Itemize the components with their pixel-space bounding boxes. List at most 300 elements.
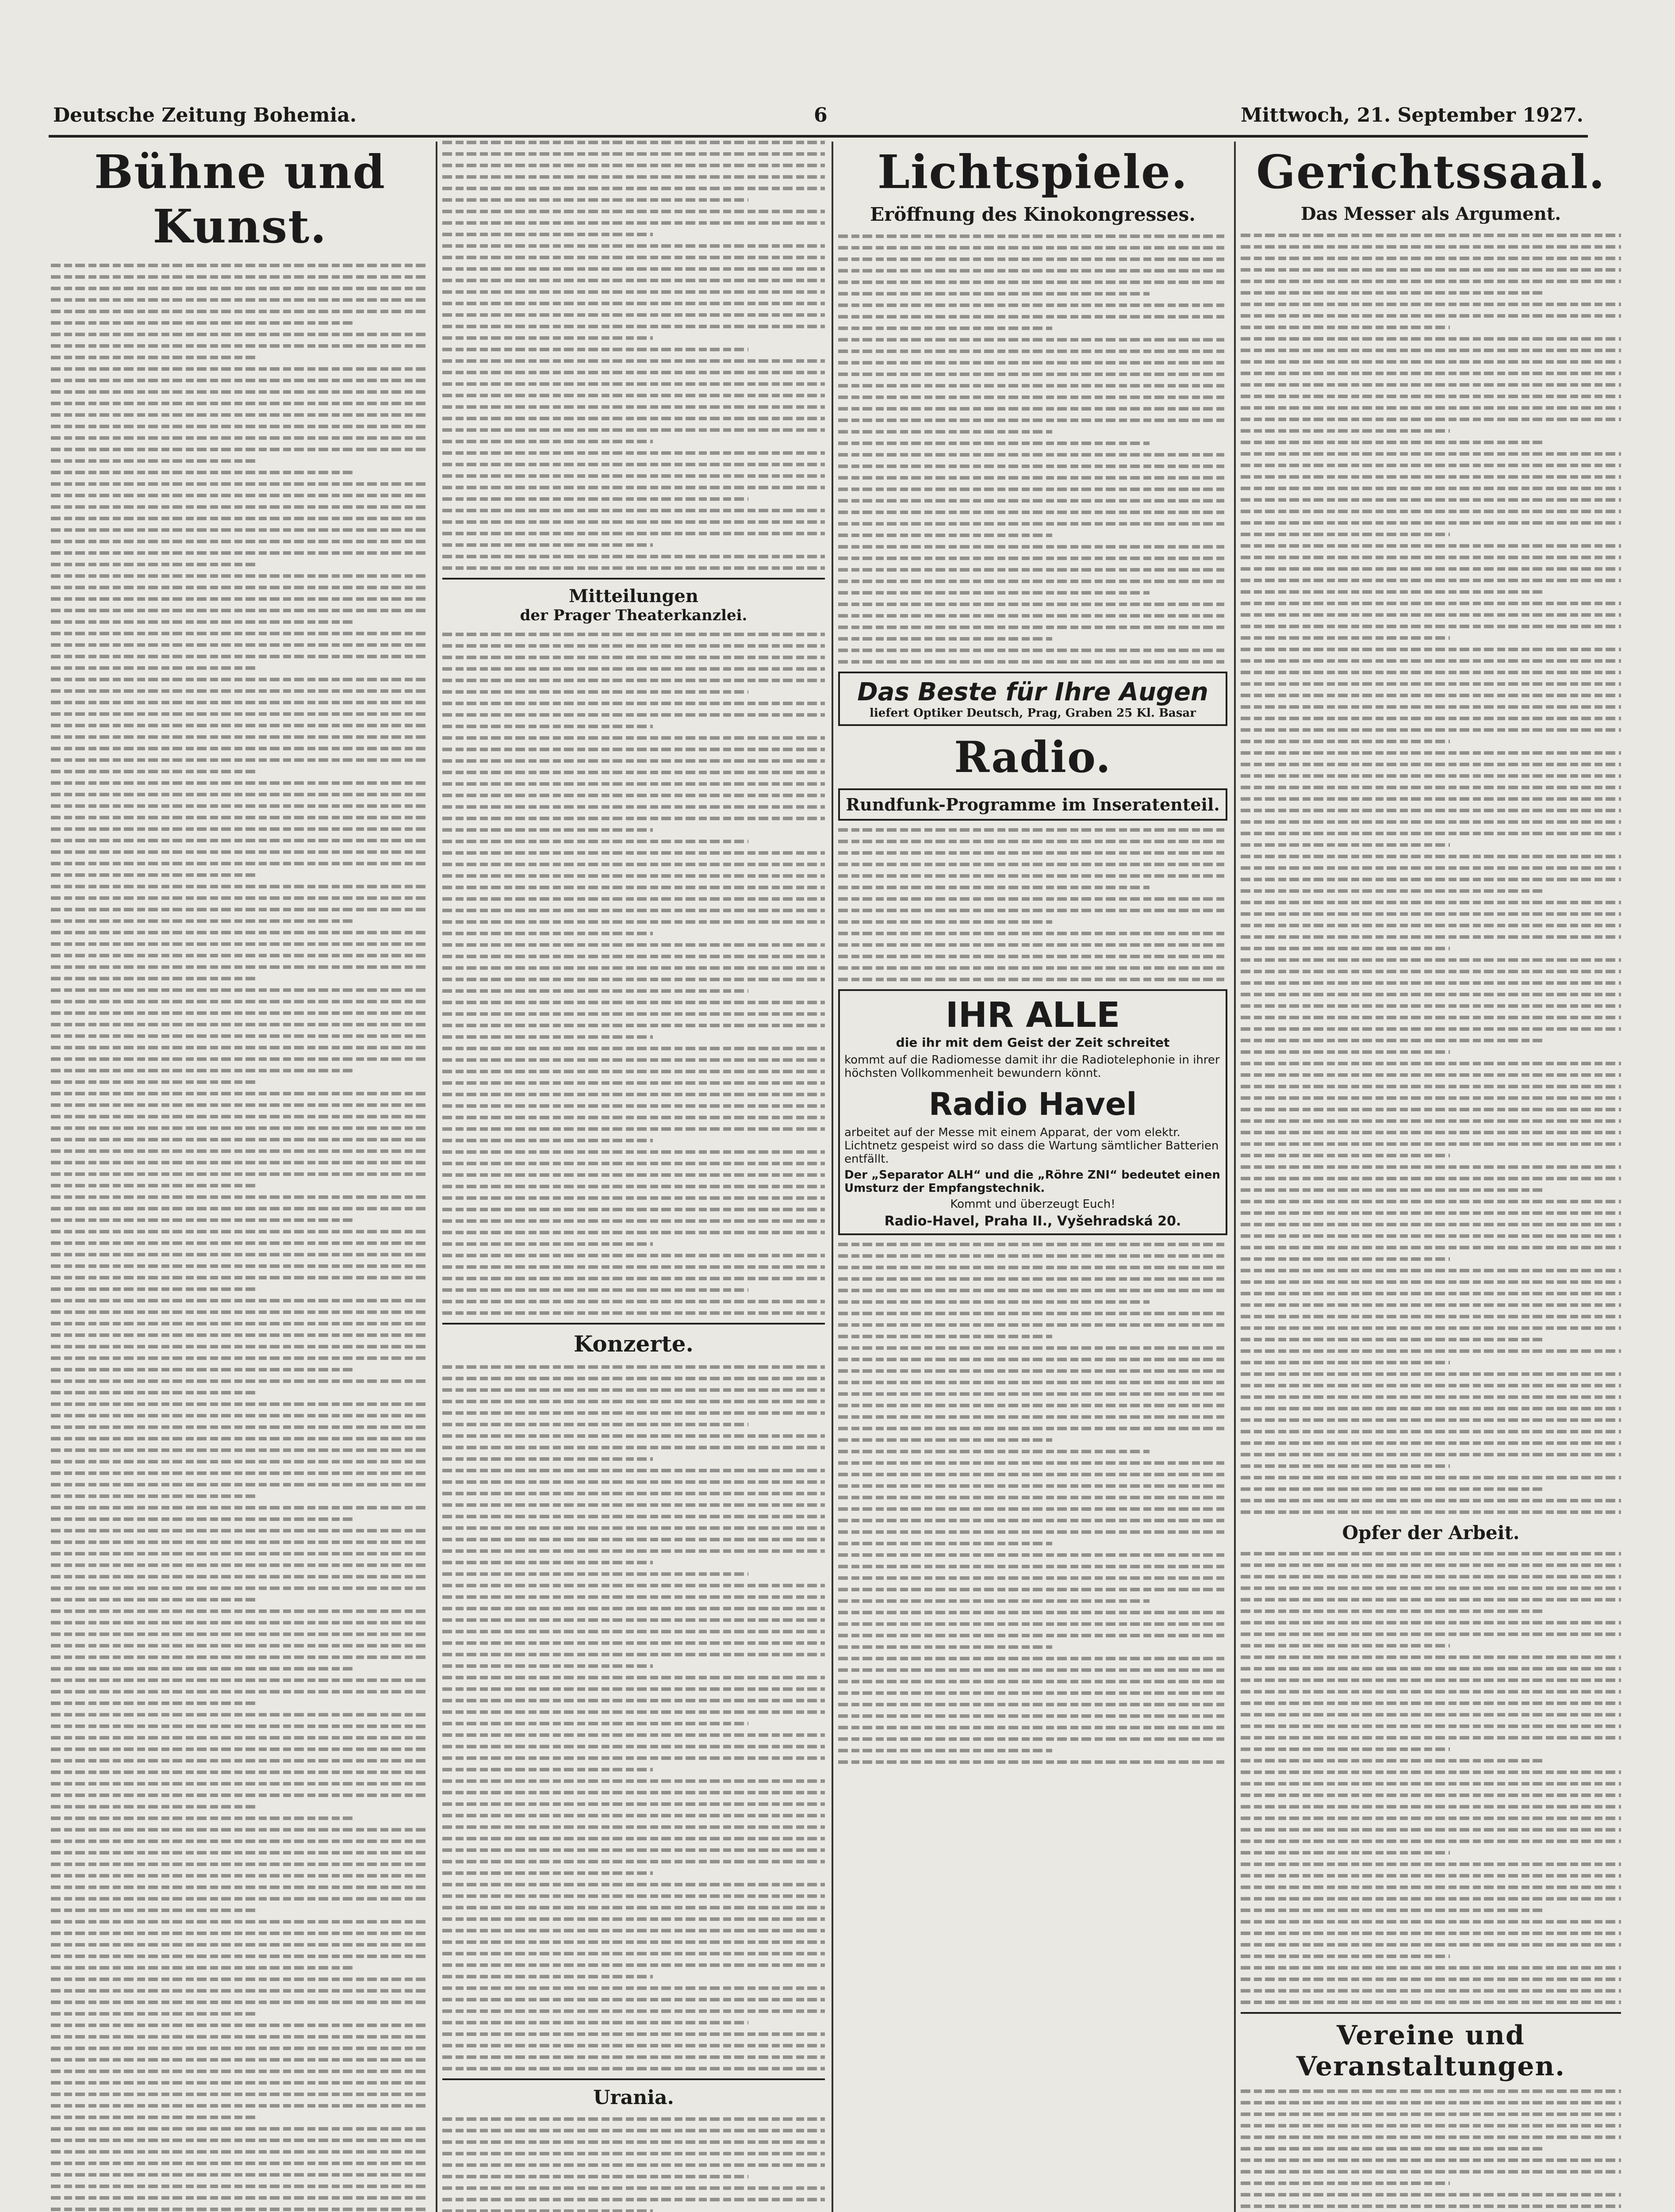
text-line bbox=[51, 1632, 429, 1636]
text-line bbox=[1241, 1920, 1621, 1924]
text-line bbox=[442, 256, 825, 259]
text-line bbox=[838, 1450, 1150, 1453]
text-line bbox=[1241, 406, 1621, 410]
text-line bbox=[442, 267, 825, 271]
text-line bbox=[1241, 1989, 1621, 1993]
section-heading-lichtspiele: Lichtspiele. bbox=[877, 145, 1188, 199]
text-line bbox=[442, 1104, 825, 1108]
section-heading-urania: Urania. bbox=[593, 2086, 674, 2109]
text-line bbox=[1241, 1828, 1621, 1832]
text-line bbox=[1241, 1839, 1621, 1843]
text-line bbox=[1241, 360, 1621, 364]
text-line bbox=[838, 568, 1227, 572]
text-line bbox=[442, 1825, 825, 1829]
text-line bbox=[442, 1848, 825, 1852]
text-line bbox=[1241, 1050, 1450, 1054]
text-line bbox=[1241, 1407, 1621, 1410]
text-line bbox=[1241, 1586, 1621, 1590]
text-line bbox=[838, 966, 1227, 970]
text-line bbox=[838, 660, 1227, 664]
text-line bbox=[51, 666, 259, 670]
text-line bbox=[442, 1024, 825, 1027]
text-line bbox=[1241, 1598, 1621, 1601]
text-line bbox=[51, 333, 429, 336]
text-line bbox=[1241, 843, 1450, 847]
text-line bbox=[442, 1687, 825, 1691]
text-line bbox=[51, 1851, 429, 1855]
text-line bbox=[442, 874, 825, 878]
text-line bbox=[51, 1863, 429, 1866]
text-line bbox=[51, 1414, 429, 1417]
text-line bbox=[442, 336, 653, 340]
text-line bbox=[838, 614, 1227, 618]
text-line bbox=[51, 1448, 429, 1452]
article-text-block bbox=[1241, 1551, 1621, 2004]
text-line bbox=[442, 1837, 825, 1840]
text-line bbox=[1241, 947, 1450, 950]
text-line bbox=[51, 1909, 259, 1912]
text-line bbox=[51, 1886, 429, 1889]
text-line bbox=[442, 886, 825, 889]
ad-title: Das Beste für Ihre Augen bbox=[857, 678, 1208, 707]
text-line bbox=[1241, 1338, 1545, 1341]
text-line bbox=[442, 955, 825, 958]
text-line bbox=[838, 246, 1227, 250]
text-line bbox=[442, 1423, 748, 1426]
text-line bbox=[1241, 2135, 1621, 2139]
text-line bbox=[51, 1023, 429, 1026]
text-line bbox=[51, 919, 353, 923]
text-line bbox=[442, 1311, 825, 1315]
text-line bbox=[51, 482, 429, 486]
text-line bbox=[1241, 659, 1621, 663]
text-line bbox=[838, 874, 1227, 878]
text-line bbox=[442, 1526, 825, 1530]
text-line bbox=[51, 862, 429, 865]
text-line bbox=[1241, 993, 1621, 996]
text-line bbox=[1241, 751, 1621, 755]
text-line bbox=[51, 1943, 429, 1947]
text-line bbox=[51, 390, 429, 394]
text-line bbox=[51, 1828, 429, 1832]
text-line bbox=[838, 1369, 1227, 1373]
text-line bbox=[51, 1874, 429, 1878]
text-line bbox=[51, 1299, 429, 1302]
text-line bbox=[442, 1480, 825, 1484]
text-line bbox=[1241, 475, 1621, 479]
text-line bbox=[442, 690, 748, 694]
text-line bbox=[51, 310, 429, 313]
text-line bbox=[51, 321, 353, 325]
text-line bbox=[51, 1402, 429, 1406]
text-line bbox=[1241, 1085, 1621, 1088]
text-line bbox=[442, 1093, 825, 1096]
text-line bbox=[442, 221, 825, 225]
text-line bbox=[1241, 1978, 1621, 1981]
text-line bbox=[51, 1069, 353, 1072]
text-line bbox=[1241, 1223, 1621, 1226]
text-line bbox=[442, 2044, 825, 2047]
text-line bbox=[442, 279, 825, 282]
text-line bbox=[51, 804, 429, 808]
text-line bbox=[442, 359, 825, 363]
text-line bbox=[442, 656, 825, 659]
text-line bbox=[1241, 1131, 1621, 1134]
text-line bbox=[51, 1287, 259, 1291]
section-heading-buehne: Bühne und Kunst. bbox=[94, 145, 386, 253]
text-line bbox=[1241, 1499, 1621, 1502]
text-line bbox=[51, 505, 429, 509]
text-line bbox=[51, 1138, 429, 1141]
text-line bbox=[442, 141, 825, 144]
text-line bbox=[838, 649, 1227, 652]
text-line bbox=[1241, 740, 1450, 743]
text-line bbox=[51, 1494, 259, 1498]
text-line bbox=[1241, 1073, 1621, 1077]
text-line bbox=[442, 863, 825, 866]
column-divider bbox=[832, 142, 833, 2212]
text-line bbox=[51, 1667, 353, 1671]
text-line bbox=[51, 1115, 429, 1118]
text-line bbox=[838, 534, 1052, 537]
text-line bbox=[1241, 567, 1621, 571]
text-line bbox=[442, 428, 825, 432]
text-line bbox=[51, 1333, 429, 1337]
text-line bbox=[51, 275, 429, 279]
text-line bbox=[51, 1805, 259, 1809]
text-line bbox=[442, 543, 653, 547]
text-line bbox=[442, 1219, 825, 1223]
section-rule bbox=[1241, 2012, 1621, 2014]
text-line bbox=[838, 1542, 1052, 1545]
text-line bbox=[1241, 1303, 1621, 1307]
text-line bbox=[1241, 1096, 1621, 1100]
text-line bbox=[1241, 1211, 1621, 1215]
text-line bbox=[51, 2162, 429, 2165]
text-line bbox=[1241, 1782, 1621, 1786]
text-line bbox=[51, 1655, 429, 1659]
text-line bbox=[442, 1300, 825, 1303]
text-line bbox=[51, 1644, 429, 1647]
text-line bbox=[838, 465, 1227, 468]
section-subheading-messer: Das Messer als Argument. bbox=[1300, 204, 1561, 224]
text-line bbox=[51, 1793, 429, 1797]
section-subheading-theaterkanzlei: der Prager Theaterkanzlei. bbox=[520, 607, 747, 624]
text-line bbox=[1241, 349, 1621, 352]
text-line bbox=[51, 2093, 429, 2096]
text-line bbox=[442, 382, 825, 386]
text-line bbox=[51, 1195, 429, 1199]
text-line bbox=[442, 817, 825, 820]
text-line bbox=[442, 1584, 825, 1587]
text-line bbox=[51, 1000, 429, 1003]
text-line bbox=[51, 793, 429, 796]
text-line bbox=[442, 1641, 825, 1645]
text-line bbox=[838, 1588, 1227, 1591]
text-line bbox=[442, 1745, 825, 1748]
text-line bbox=[838, 257, 1227, 261]
text-line bbox=[442, 2055, 825, 2059]
text-line bbox=[1241, 1724, 1621, 1728]
text-line bbox=[51, 965, 429, 969]
text-line bbox=[1241, 889, 1545, 893]
text-line bbox=[51, 1356, 429, 1360]
text-line bbox=[838, 1726, 1227, 1729]
text-line bbox=[442, 1047, 825, 1050]
text-line bbox=[51, 1207, 429, 1210]
text-line bbox=[838, 419, 1227, 422]
text-line bbox=[51, 2035, 429, 2039]
text-line bbox=[51, 1034, 429, 1038]
text-line bbox=[838, 476, 1227, 480]
text-line bbox=[51, 1230, 429, 1233]
text-line bbox=[838, 851, 1227, 855]
text-line bbox=[838, 315, 1227, 319]
issue-date: Mittwoch, 21. September 1927. bbox=[1240, 104, 1583, 127]
text-line bbox=[51, 1747, 429, 1751]
text-line bbox=[51, 1736, 429, 1740]
text-line bbox=[1241, 1269, 1621, 1272]
text-line bbox=[51, 551, 429, 555]
ad-line: die ihr mit dem Geist der Zeit schreitet bbox=[896, 1035, 1170, 1050]
text-line bbox=[838, 430, 1052, 434]
text-line bbox=[51, 1310, 429, 1314]
ad-line: liefert Optiker Deutsch, Prag, Graben 25 Kl. Basar bbox=[870, 707, 1196, 720]
text-line bbox=[51, 1955, 429, 1958]
text-line bbox=[442, 1664, 653, 1668]
text-line bbox=[442, 325, 825, 328]
text-line bbox=[51, 2127, 429, 2131]
text-line bbox=[1241, 1234, 1621, 1238]
text-line bbox=[51, 402, 429, 405]
text-line bbox=[51, 1241, 429, 1245]
text-line bbox=[442, 932, 653, 935]
text-line bbox=[838, 1645, 1052, 1649]
text-line bbox=[442, 1549, 825, 1553]
text-line bbox=[51, 1379, 429, 1383]
text-line bbox=[1241, 1932, 1621, 1935]
text-line bbox=[442, 1081, 825, 1085]
text-line bbox=[51, 988, 429, 992]
text-line bbox=[442, 1572, 748, 1576]
text-line bbox=[1241, 1257, 1450, 1261]
text-line bbox=[1241, 1736, 1621, 1740]
text-line bbox=[442, 1411, 825, 1415]
text-line bbox=[51, 632, 429, 635]
text-line bbox=[51, 586, 429, 589]
text-line bbox=[51, 1816, 353, 1820]
text-line bbox=[442, 1561, 653, 1564]
text-line bbox=[51, 609, 429, 612]
text-line bbox=[838, 932, 1227, 935]
text-line bbox=[51, 540, 429, 543]
text-line bbox=[1241, 1943, 1621, 1947]
text-line bbox=[442, 210, 825, 213]
text-line bbox=[442, 851, 825, 855]
text-line bbox=[442, 1538, 825, 1541]
text-line bbox=[1241, 1154, 1450, 1157]
text-line bbox=[838, 828, 1227, 832]
text-line bbox=[838, 1749, 1052, 1752]
text-line bbox=[51, 1149, 429, 1153]
article-text-block bbox=[838, 1241, 1227, 1764]
text-line bbox=[1241, 510, 1621, 513]
text-line bbox=[442, 1469, 825, 1472]
text-line bbox=[442, 1277, 825, 1280]
text-line bbox=[442, 966, 825, 970]
text-line bbox=[442, 440, 653, 443]
text-line bbox=[442, 1768, 653, 1771]
text-line bbox=[51, 1322, 429, 1325]
text-line bbox=[838, 1714, 1227, 1718]
text-line bbox=[1241, 636, 1450, 640]
text-line bbox=[51, 1345, 429, 1348]
text-line bbox=[51, 643, 429, 647]
text-line bbox=[442, 840, 748, 843]
text-line bbox=[1241, 452, 1621, 456]
text-line bbox=[51, 1172, 429, 1176]
text-line bbox=[1241, 901, 1621, 904]
text-line bbox=[1241, 337, 1621, 341]
text-line bbox=[51, 597, 429, 601]
text-line bbox=[442, 1986, 825, 1990]
text-line bbox=[1241, 326, 1450, 329]
page-number: 6 bbox=[814, 104, 828, 127]
text-line bbox=[51, 1460, 429, 1463]
ad-title: IHR ALLE bbox=[945, 995, 1120, 1035]
text-line bbox=[838, 1611, 1227, 1614]
text-line bbox=[1241, 2193, 1621, 2197]
text-line bbox=[442, 1618, 825, 1622]
text-line bbox=[442, 909, 825, 912]
text-line bbox=[1241, 970, 1621, 973]
text-line bbox=[51, 816, 429, 819]
text-line bbox=[51, 977, 259, 980]
text-line bbox=[51, 1920, 429, 1924]
text-line bbox=[838, 1358, 1227, 1361]
text-line bbox=[51, 1506, 429, 1509]
text-line bbox=[442, 555, 825, 558]
text-line bbox=[838, 920, 1052, 924]
text-line bbox=[838, 863, 1227, 866]
text-line bbox=[51, 954, 429, 957]
text-line bbox=[1241, 763, 1621, 766]
text-line bbox=[1241, 1667, 1621, 1671]
text-line bbox=[838, 1254, 1227, 1258]
text-line bbox=[51, 1057, 429, 1061]
text-line bbox=[51, 1046, 429, 1049]
text-line bbox=[838, 373, 1227, 376]
text-line bbox=[1241, 694, 1621, 697]
column-2 bbox=[442, 139, 825, 2212]
text-line bbox=[51, 1218, 353, 1222]
text-line bbox=[51, 2150, 429, 2154]
text-line bbox=[838, 1622, 1227, 1626]
text-line bbox=[51, 1552, 429, 1555]
text-line bbox=[1241, 1897, 1621, 1901]
text-line bbox=[1241, 533, 1450, 536]
text-line bbox=[442, 1630, 825, 1633]
ad-title: Radio Havel bbox=[928, 1086, 1137, 1122]
section-heading-gerichtssaal: Gerichtssaal. bbox=[1256, 145, 1606, 199]
text-line bbox=[442, 2021, 748, 2024]
text-line bbox=[838, 943, 1227, 947]
text-line bbox=[442, 1365, 825, 1369]
article-text-block bbox=[1241, 232, 1621, 1514]
text-line bbox=[442, 713, 825, 717]
text-line bbox=[838, 511, 1227, 514]
text-line bbox=[1241, 1632, 1621, 1636]
text-line bbox=[442, 2140, 825, 2144]
text-line bbox=[1241, 544, 1621, 548]
text-line bbox=[51, 494, 429, 497]
text-line bbox=[1241, 487, 1621, 490]
text-line bbox=[442, 748, 825, 751]
text-line bbox=[442, 1434, 825, 1438]
text-line bbox=[1241, 1851, 1450, 1855]
text-line bbox=[51, 1368, 353, 1371]
text-line bbox=[442, 978, 825, 981]
text-line bbox=[1241, 602, 1621, 605]
text-line bbox=[1241, 2001, 1621, 2004]
text-line bbox=[442, 943, 825, 947]
text-line bbox=[442, 2209, 653, 2212]
text-line bbox=[51, 885, 429, 888]
text-line bbox=[838, 545, 1227, 549]
text-line bbox=[442, 198, 748, 202]
text-line bbox=[51, 908, 429, 911]
text-line bbox=[51, 712, 429, 716]
text-line bbox=[838, 1461, 1227, 1465]
text-line bbox=[1241, 2112, 1621, 2116]
text-line bbox=[1241, 1384, 1621, 1387]
text-line bbox=[51, 1563, 429, 1567]
text-line bbox=[442, 2009, 825, 2013]
text-line bbox=[838, 303, 1227, 307]
text-line bbox=[838, 637, 1052, 641]
text-line bbox=[1241, 1361, 1450, 1364]
text-line bbox=[442, 989, 748, 993]
text-line bbox=[442, 2175, 748, 2178]
text-line bbox=[51, 1966, 353, 1970]
text-line bbox=[1241, 1142, 1621, 1146]
text-line bbox=[51, 735, 429, 739]
text-line bbox=[838, 886, 1150, 889]
text-line bbox=[1241, 1004, 1621, 1008]
text-line bbox=[1241, 1955, 1450, 1958]
text-line bbox=[1241, 1039, 1545, 1042]
text-line bbox=[442, 371, 825, 374]
ad-line: Kommt und überzeugt Euch! bbox=[950, 1198, 1115, 1211]
text-line bbox=[51, 1897, 429, 1901]
text-line bbox=[51, 1678, 429, 1682]
column-3 bbox=[838, 139, 1227, 2212]
text-line bbox=[838, 1427, 1227, 1430]
text-line bbox=[838, 557, 1227, 560]
text-line bbox=[1241, 2181, 1450, 2185]
text-line bbox=[838, 453, 1227, 457]
text-line bbox=[442, 1127, 825, 1131]
text-line bbox=[442, 244, 825, 248]
text-line bbox=[442, 2129, 825, 2132]
section-heading-konzerte: Konzerte. bbox=[574, 1331, 694, 1357]
text-line bbox=[442, 1254, 825, 1257]
text-line bbox=[51, 1609, 429, 1613]
text-line bbox=[1241, 303, 1621, 306]
text-line bbox=[51, 1701, 259, 1705]
text-line bbox=[1241, 613, 1621, 617]
text-line bbox=[838, 1737, 1227, 1741]
